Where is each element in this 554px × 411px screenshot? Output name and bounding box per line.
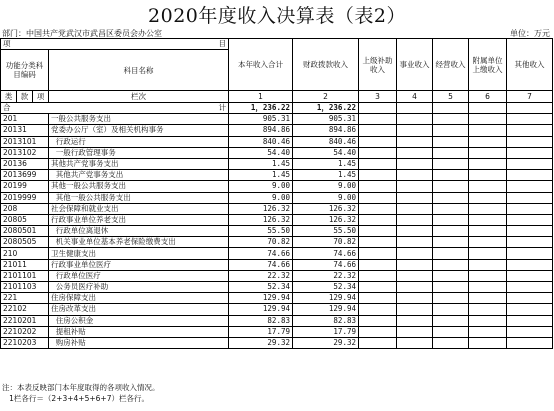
row-total-value: 894.86	[229, 125, 293, 136]
row-fiscal-value: 74.66	[293, 248, 359, 259]
row-name: 一般行政管理事务	[49, 147, 229, 158]
row-code: 21011	[1, 259, 49, 270]
row-name: 住房公积金	[49, 315, 229, 326]
col-affiliated-header: 附属单位上缴收入	[469, 39, 507, 91]
row-business-value	[397, 270, 433, 281]
note-line-2: 1栏各行＝（2+3+4+5+6+7）栏各行。	[2, 394, 149, 403]
row-affiliated-value	[469, 293, 507, 304]
row-business-value	[397, 136, 433, 147]
row-code: 2080505	[1, 237, 49, 248]
row-business-value	[397, 259, 433, 270]
row-business-value	[397, 147, 433, 158]
row-superior-value	[359, 259, 397, 270]
row-code: 221	[1, 293, 49, 304]
row-business-value	[397, 203, 433, 214]
row-superior-value	[359, 293, 397, 304]
page-title: 2020年度收入决算表（表2）	[148, 5, 406, 27]
row-affiliated-value	[469, 181, 507, 192]
row-fiscal-value: 22.32	[293, 270, 359, 281]
total-value-1: 1，236.22	[229, 103, 293, 114]
table-row	[1, 214, 553, 225]
table-row	[1, 237, 553, 248]
row-other-value	[507, 293, 553, 304]
row-affiliated-value	[469, 326, 507, 337]
row-total-value: 55.50	[229, 226, 293, 237]
row-code: 2019999	[1, 192, 49, 203]
row-business-value	[397, 315, 433, 326]
table-row	[1, 270, 553, 281]
row-superior-value	[359, 226, 397, 237]
row-name: 住房保障支出	[49, 293, 229, 304]
row-other-value	[507, 248, 553, 259]
xiang-header: 项	[33, 91, 49, 103]
row-name: 公务员医疗补助	[49, 282, 229, 293]
row-name: 行政单位医疗	[49, 270, 229, 281]
row-fiscal-value: 54.40	[293, 147, 359, 158]
table-row	[1, 181, 553, 192]
col-other-header: 其他收入	[507, 39, 553, 91]
header-mu: 目	[218, 39, 226, 48]
row-name: 其他一般公共服务支出	[49, 181, 229, 192]
row-fiscal-value: 129.94	[293, 293, 359, 304]
row-code: 2013102	[1, 147, 49, 158]
table-row	[1, 136, 553, 147]
total-empty-5	[433, 103, 469, 114]
row-business-value	[397, 293, 433, 304]
row-total-value: 22.32	[229, 270, 293, 281]
row-total-value: 54.40	[229, 147, 293, 158]
row-operation-value	[433, 259, 469, 270]
row-other-value	[507, 270, 553, 281]
row-fiscal-value: 129.94	[293, 304, 359, 315]
row-code: 210	[1, 248, 49, 259]
row-operation-value	[433, 337, 469, 348]
row-code: 2210203	[1, 337, 49, 348]
row-name: 行政单位离退休	[49, 226, 229, 237]
func-code-header: 功能分类科目编码	[1, 50, 49, 91]
row-superior-value	[359, 237, 397, 248]
subject-name-header: 科目名称	[49, 50, 229, 91]
row-fiscal-value: 840.46	[293, 136, 359, 147]
row-operation-value	[433, 136, 469, 147]
row-code: 22102	[1, 304, 49, 315]
row-name: 购房补贴	[49, 337, 229, 348]
row-fiscal-value: 9.00	[293, 192, 359, 203]
row-operation-value	[433, 282, 469, 293]
row-superior-value	[359, 136, 397, 147]
row-superior-value	[359, 337, 397, 348]
row-total-value: 1.45	[229, 158, 293, 169]
row-name: 党委办公厅（室）及相关机构事务	[49, 125, 229, 136]
row-fiscal-value: 1.45	[293, 170, 359, 181]
row-operation-value	[433, 315, 469, 326]
row-affiliated-value	[469, 125, 507, 136]
row-business-value	[397, 192, 433, 203]
row-other-value	[507, 337, 553, 348]
row-operation-value	[433, 326, 469, 337]
row-other-value	[507, 226, 553, 237]
row-total-value: 82.83	[229, 315, 293, 326]
row-affiliated-value	[469, 226, 507, 237]
col-operation-header: 经营收入	[433, 39, 469, 91]
row-total-value: 74.66	[229, 259, 293, 270]
row-name: 机关事业单位基本养老保险缴费支出	[49, 237, 229, 248]
table-row	[1, 147, 553, 158]
header-xiang-mu-cell	[1, 39, 229, 50]
row-total-value: 17.79	[229, 326, 293, 337]
row-affiliated-value	[469, 304, 507, 315]
row-affiliated-value	[469, 259, 507, 270]
row-total-value: 9.00	[229, 181, 293, 192]
row-code: 2013699	[1, 170, 49, 181]
total-he: 合	[3, 103, 11, 113]
row-business-value	[397, 158, 433, 169]
row-code: 2210201	[1, 315, 49, 326]
row-superior-value	[359, 248, 397, 259]
row-other-value	[507, 158, 553, 169]
row-affiliated-value	[469, 270, 507, 281]
row-code: 20136	[1, 158, 49, 169]
row-operation-value	[433, 192, 469, 203]
total-row-label	[1, 103, 229, 114]
row-other-value	[507, 203, 553, 214]
row-name: 一般公共服务支出	[49, 114, 229, 125]
row-code: 2210202	[1, 326, 49, 337]
col-number-5: 5	[433, 91, 469, 103]
row-other-value	[507, 125, 553, 136]
row-affiliated-value	[469, 114, 507, 125]
row-operation-value	[433, 114, 469, 125]
row-total-value: 905.31	[229, 114, 293, 125]
row-name: 行政运行	[49, 136, 229, 147]
row-code: 201	[1, 114, 49, 125]
total-empty-6	[469, 103, 507, 114]
total-value-2: 1，236.22	[293, 103, 359, 114]
row-total-value: 74.66	[229, 248, 293, 259]
table-row	[1, 125, 553, 136]
row-fiscal-value: 70.82	[293, 237, 359, 248]
row-operation-value	[433, 214, 469, 225]
row-fiscal-value: 126.32	[293, 203, 359, 214]
row-name: 其他共产党事务支出	[49, 170, 229, 181]
row-name: 社会保障和就业支出	[49, 203, 229, 214]
row-superior-value	[359, 326, 397, 337]
row-affiliated-value	[469, 214, 507, 225]
row-affiliated-value	[469, 282, 507, 293]
row-fiscal-value: 17.79	[293, 326, 359, 337]
row-other-value	[507, 326, 553, 337]
unit-label: 单位：万元	[510, 29, 550, 38]
row-name: 卫生健康支出	[49, 248, 229, 259]
table-row	[1, 282, 553, 293]
table-row	[1, 304, 553, 315]
row-name: 其他共产党事务支出	[49, 158, 229, 169]
row-code: 20199	[1, 181, 49, 192]
row-business-value	[397, 326, 433, 337]
row-name: 住房改革支出	[49, 304, 229, 315]
table-row	[1, 114, 553, 125]
row-total-value: 840.46	[229, 136, 293, 147]
table-row	[1, 315, 553, 326]
row-code: 2101101	[1, 270, 49, 281]
col-number-1: 1	[229, 91, 293, 103]
row-superior-value	[359, 181, 397, 192]
row-total-value: 9.00	[229, 192, 293, 203]
row-business-value	[397, 304, 433, 315]
row-superior-value	[359, 214, 397, 225]
row-other-value	[507, 147, 553, 158]
row-code: 20131	[1, 125, 49, 136]
row-business-value	[397, 248, 433, 259]
lanci-label: 栏次	[49, 91, 229, 103]
col-number-3: 3	[359, 91, 397, 103]
row-total-value: 52.34	[229, 282, 293, 293]
row-operation-value	[433, 158, 469, 169]
row-other-value	[507, 214, 553, 225]
income-table	[0, 38, 553, 349]
table-row	[1, 170, 553, 181]
note-line-1: 注：本表反映部门本年度取得的各项收入情况。	[2, 383, 160, 392]
row-superior-value	[359, 170, 397, 181]
col-total-header: 本年收入合计	[229, 39, 293, 91]
row-operation-value	[433, 248, 469, 259]
row-superior-value	[359, 270, 397, 281]
row-total-value: 126.32	[229, 214, 293, 225]
table-row	[1, 226, 553, 237]
row-superior-value	[359, 203, 397, 214]
row-business-value	[397, 125, 433, 136]
col-number-7: 7	[507, 91, 553, 103]
row-other-value	[507, 259, 553, 270]
col-fiscal-header: 财政拨款收入	[293, 39, 359, 91]
row-total-value: 1.45	[229, 170, 293, 181]
row-fiscal-value: 905.31	[293, 114, 359, 125]
row-other-value	[507, 114, 553, 125]
row-superior-value	[359, 282, 397, 293]
row-business-value	[397, 237, 433, 248]
row-affiliated-value	[469, 237, 507, 248]
row-code: 20805	[1, 214, 49, 225]
row-superior-value	[359, 192, 397, 203]
row-operation-value	[433, 203, 469, 214]
table-row	[1, 158, 553, 169]
row-affiliated-value	[469, 147, 507, 158]
row-code: 2013101	[1, 136, 49, 147]
table-body	[1, 114, 553, 349]
row-total-value: 129.94	[229, 304, 293, 315]
row-operation-value	[433, 270, 469, 281]
row-operation-value	[433, 226, 469, 237]
row-business-value	[397, 170, 433, 181]
table-row	[1, 337, 553, 348]
row-total-value: 70.82	[229, 237, 293, 248]
row-code: 2080501	[1, 226, 49, 237]
row-operation-value	[433, 237, 469, 248]
row-other-value	[507, 315, 553, 326]
row-fiscal-value: 55.50	[293, 226, 359, 237]
row-other-value	[507, 282, 553, 293]
row-fiscal-value: 82.83	[293, 315, 359, 326]
row-superior-value	[359, 125, 397, 136]
row-fiscal-value: 126.32	[293, 214, 359, 225]
row-business-value	[397, 337, 433, 348]
row-affiliated-value	[469, 315, 507, 326]
table-row	[1, 203, 553, 214]
total-ji: 计	[218, 103, 226, 112]
row-total-value: 29.32	[229, 337, 293, 348]
col-superior-header: 上级补助收入	[359, 39, 397, 91]
row-affiliated-value	[469, 203, 507, 214]
lei-header: 类	[1, 91, 17, 103]
row-affiliated-value	[469, 192, 507, 203]
row-affiliated-value	[469, 170, 507, 181]
row-total-value: 129.94	[229, 293, 293, 304]
row-other-value	[507, 192, 553, 203]
department-label: 部门：中国共产党武汉市武昌区委员会办公室	[2, 29, 162, 38]
row-business-value	[397, 114, 433, 125]
row-superior-value	[359, 315, 397, 326]
table-row	[1, 248, 553, 259]
kuan-header: 款	[17, 91, 33, 103]
table-row	[1, 192, 553, 203]
table-row	[1, 259, 553, 270]
total-empty-4	[397, 103, 433, 114]
table-row	[1, 293, 553, 304]
row-operation-value	[433, 147, 469, 158]
row-superior-value	[359, 158, 397, 169]
col-number-6: 6	[469, 91, 507, 103]
col-number-2: 2	[293, 91, 359, 103]
row-name: 行政事业单位养老支出	[49, 214, 229, 225]
row-fiscal-value: 1.45	[293, 158, 359, 169]
total-empty-7	[507, 103, 553, 114]
table-row	[1, 326, 553, 337]
notes	[2, 382, 160, 404]
total-empty-3	[359, 103, 397, 114]
row-name: 提租补贴	[49, 326, 229, 337]
row-code: 208	[1, 203, 49, 214]
col-business-header: 事业收入	[397, 39, 433, 91]
row-fiscal-value: 74.66	[293, 259, 359, 270]
row-superior-value	[359, 114, 397, 125]
row-business-value	[397, 282, 433, 293]
row-fiscal-value: 9.00	[293, 181, 359, 192]
row-operation-value	[433, 181, 469, 192]
row-code: 2101103	[1, 282, 49, 293]
row-fiscal-value: 894.86	[293, 125, 359, 136]
row-fiscal-value: 52.34	[293, 282, 359, 293]
col-number-4: 4	[397, 91, 433, 103]
row-operation-value	[433, 304, 469, 315]
row-superior-value	[359, 304, 397, 315]
row-affiliated-value	[469, 136, 507, 147]
row-name: 行政事业单位医疗	[49, 259, 229, 270]
row-other-value	[507, 170, 553, 181]
row-other-value	[507, 237, 553, 248]
row-business-value	[397, 226, 433, 237]
row-other-value	[507, 304, 553, 315]
row-superior-value	[359, 147, 397, 158]
row-operation-value	[433, 170, 469, 181]
row-business-value	[397, 214, 433, 225]
row-affiliated-value	[469, 158, 507, 169]
row-total-value: 126.32	[229, 203, 293, 214]
row-other-value	[507, 136, 553, 147]
row-other-value	[507, 181, 553, 192]
row-operation-value	[433, 293, 469, 304]
header-xiang: 项	[3, 39, 11, 48]
row-name: 其他一般公共服务支出	[49, 192, 229, 203]
row-business-value	[397, 181, 433, 192]
row-fiscal-value: 29.32	[293, 337, 359, 348]
row-affiliated-value	[469, 337, 507, 348]
row-affiliated-value	[469, 248, 507, 259]
row-operation-value	[433, 125, 469, 136]
